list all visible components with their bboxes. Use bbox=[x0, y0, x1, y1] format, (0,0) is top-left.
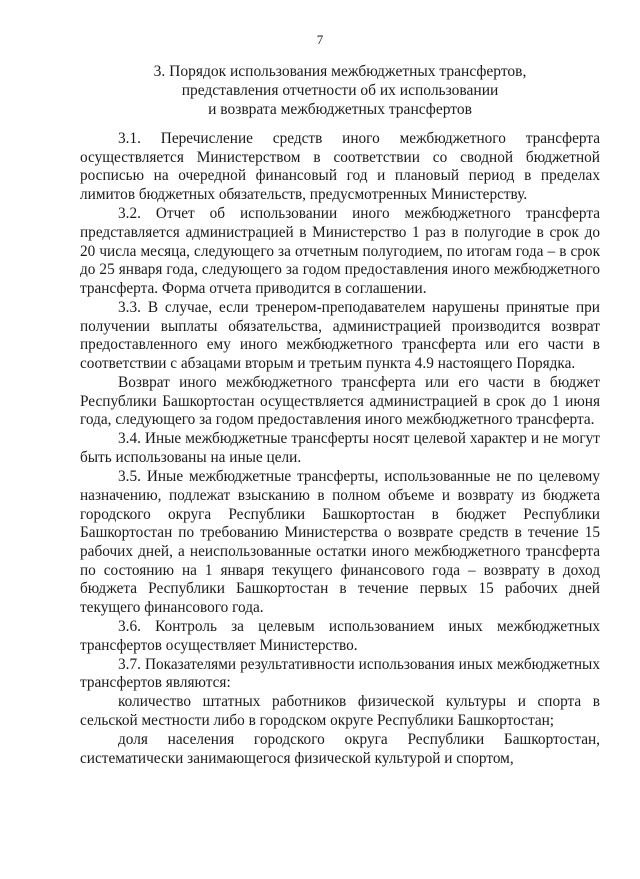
paragraph-3-4: 3.4. Иные межбюджетные трансферты носят целевой характер и не могут быть использованы на иные цели. bbox=[80, 430, 600, 467]
page-number: 7 bbox=[316, 32, 324, 47]
section-heading-line-2: представления отчетности об их использовании bbox=[181, 82, 499, 99]
paragraph-3-3: 3.3. В случае, если тренером-преподавателем нарушены принятые при получении выплаты обязательства, администрацией производится возврат предоставленного ему иного межбюджетного трансферта или его части в соответствии с абзацами вторым и третьим пункта 4.9 настоящего Порядка. bbox=[80, 298, 600, 373]
paragraph-3-1: 3.1. Перечисление средств иного межбюджетного трансферта осуществляется Министерством в соответствии со сводной бюджетной росписью на очередной финансовый год и плановый период в пределах лимитов бюджетных обязательств, предусмотренных Министерству. bbox=[80, 130, 600, 204]
section-heading-line-1: 3. Порядок использования межбюджетных трансфертов, bbox=[153, 63, 527, 80]
paragraph-3-3-return: Возврат иного межбюджетного трансферта или его части в бюджет Республики Башкортостан осуществляется администрацией в срок до 1 июня года, следующего за годом предоставления иного межбюджетного трансферта. bbox=[80, 374, 600, 429]
section-body bbox=[80, 130, 600, 769]
indicator-staff-count: количество штатных работников физической культуры и спорта в сельской местности либо в городском округе Республики Башкортостан; bbox=[80, 693, 600, 730]
paragraph-3-2: 3.2. Отчет об использовании иного межбюджетного трансферта представляется администрацией в Министерство 1 раз в полугодие в срок до 20 числа месяца, следующего за отчетным полугодием, по итогам года – в срок до 25 января года, следующего за годом предоставления иного межбюджетного трансферта. Форма отчета приводится в соглашении. bbox=[80, 205, 600, 297]
paragraph-3-5: 3.5. Иные межбюджетные трансферты, использованные не по целевому назначению, подлежат взысканию в полном объеме и возврату из бюджета городского округа Республики Башкортостан в бюджет Республики Башкортостан по требованию Министерства о возврате средств в течение 15 рабочих дней, а неиспользованные остатки иного межбюджетного трансферта по состоянию на 1 января текущего финансового года – возврату в доход бюджета Республики Башкортостан в течение первых 15 рабочих дней текущего финансового года. bbox=[80, 468, 600, 617]
section-heading-line-3: и возврата межбюджетных трансфертов bbox=[208, 101, 472, 118]
indicator-population-share: доля населения городского округа Республики Башкортостан, систематически занимающегося физической культурой и спортом, bbox=[80, 731, 600, 767]
paragraph-3-6: 3.6. Контроль за целевым использованием иных межбюджетных трансфертов осуществляет Министерство. bbox=[80, 618, 600, 654]
paragraph-3-7: 3.7. Показателями результативности использования иных межбюджетных трансфертов являются: bbox=[80, 655, 600, 692]
section-heading bbox=[90, 62, 590, 119]
